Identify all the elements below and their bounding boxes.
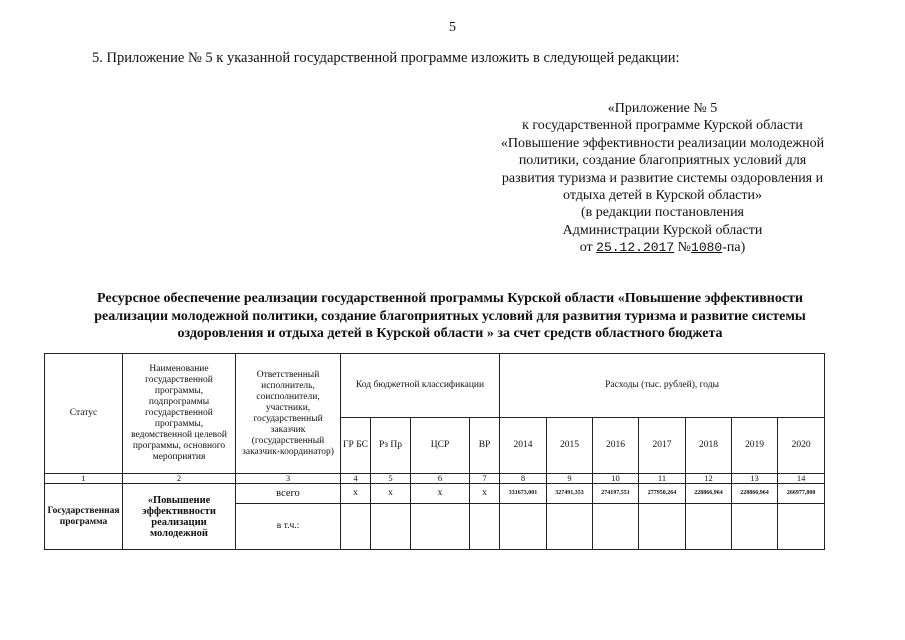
row-name: «Повышение эффективности реализации молодежной [123,484,236,550]
header-year: 2016 [593,418,639,474]
column-number: 9 [547,474,593,484]
empty-cell [639,504,686,550]
appendix-line: «Приложение № 5 [607,101,718,116]
column-number: 4 [341,474,371,484]
header-vr: ВР [470,418,500,474]
empty-cell [500,504,547,550]
row-value: 331673,001 [500,484,547,504]
row-code-grbs: х [341,484,371,504]
document-title [50,290,850,343]
empty-cell [341,504,371,550]
appendix-line: отдыха детей в Курской области» [563,188,762,204]
empty-cell [547,504,593,550]
appendix-line: к государственной программе Курской области [522,118,803,134]
column-number: 6 [411,474,470,484]
decree-number: 1080 [691,240,723,256]
empty-cell [686,504,732,550]
row-code-rzpr: х [371,484,411,504]
title-line: Ресурсное обеспечение реализации государственной программы Курской области «Повышение эффективности [97,291,803,306]
appendix-line: развития туризма и развитие системы оздоровления и [501,170,824,186]
appendix-line: «Повышение эффективности реализации молодежной [500,135,825,151]
row-value: 228866,964 [732,484,778,504]
column-number: 13 [732,474,778,484]
header-year: 2018 [686,418,732,474]
appendix-line: политики, создание благоприятных условий для [518,153,807,169]
appendix-date-line [480,239,845,256]
row-value: 266977,800 [778,484,825,504]
header-status: Статус [45,354,123,474]
row-value: 274197,551 [593,484,639,504]
header-expenses: Расходы (тыс. рублей), годы [500,354,825,418]
empty-cell [371,504,411,550]
decree-date: 25.12.2017 [596,240,675,256]
appendix-line: Администрации Курской области [562,222,763,238]
date-prefix: от [579,240,593,256]
decree-suffix: -па) [722,240,746,256]
column-number: 3 [236,474,341,484]
row-value: 277950,264 [639,484,686,504]
appendix-line: (в редакции постановления [580,205,745,221]
empty-cell [778,504,825,550]
header-year: 2014 [500,418,547,474]
page-number: 5 [449,20,456,35]
column-number: 14 [778,474,825,484]
row-value: 327491,353 [547,484,593,504]
header-rzpr: Рз Пр [371,418,411,474]
header-year: 2017 [639,418,686,474]
row-value: 228866,964 [686,484,732,504]
empty-cell [593,504,639,550]
title-line: реализации молодежной политики, создание благоприятных условий для развития туризма и развитие системы [94,308,806,324]
header-year: 2020 [778,418,825,474]
column-number: 8 [500,474,547,484]
empty-cell [732,504,778,550]
row-status: Государственная программа [45,484,123,550]
column-number: 7 [470,474,500,484]
header-year: 2015 [547,418,593,474]
header-budget-code: Код бюджетной классификации [341,354,500,418]
column-number: 12 [686,474,732,484]
empty-cell [470,504,500,550]
title-line: оздоровления и отдыха детей в Курской области » за счет средств областного бюджета [177,326,723,341]
header-grbs: ГР БС [341,418,371,474]
header-responsible: Ответственный исполнитель, соисполнители, участники, государственный заказчик (государственный заказчик-координатор) [236,354,341,474]
intro-paragraph: 5. Приложение № 5 к указанной государственной программе изложить в следующей редакции: [92,50,680,66]
column-number: 1 [45,474,123,484]
row-responsible-total: всего [236,484,341,504]
appendix-heading [480,100,845,257]
row-responsible-incl: в т.ч.: [236,504,341,550]
column-number: 11 [639,474,686,484]
row-code-csr: х [411,484,470,504]
column-number: 2 [123,474,236,484]
empty-cell [411,504,470,550]
number-prefix: № [677,240,692,256]
row-code-vr: х [470,484,500,504]
column-number: 10 [593,474,639,484]
header-csr: ЦСР [411,418,470,474]
header-name: Наименование государственной программы, подпрограммы государственной программы, ведомственной целевой программы, основного мероприятия [123,354,236,474]
budget-table [44,353,825,550]
header-year: 2019 [732,418,778,474]
column-number: 5 [371,474,411,484]
